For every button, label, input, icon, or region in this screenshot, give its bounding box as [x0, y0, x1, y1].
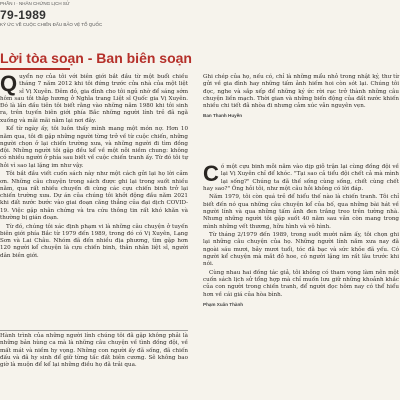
title-underline [0, 68, 70, 70]
running-header: PHẦN I · NHÂN CHỨNG LỊCH SỬ [0, 1, 70, 6]
paragraph [0, 71, 188, 125]
section-title: Lời tòa soạn - Ban biên soạn [0, 50, 192, 66]
paragraph: Hành trình của những người lính chúng tôi đã gặp không phải là những bản hùng ca mà là những câu chuyện về tình đồng đội, về mất mát và niềm hy vọng. Những con người ấy đã sống, đã chiến đấu và đã hy sinh để giữ từng tấc đất biên cương. Sẽ không bao giờ là muộn để kể lại những điều họ đã trải qua. [0, 333, 188, 369]
column-right-top [203, 74, 399, 158]
paragraph: Kể từ ngày ấy, tôi luôn thấy mình mang một món nợ. Hơn 10 năm qua, tôi đi gặp những người từng trở về từ cuộc chiến, những người chọn ở lại chiến trường xưa, và những người đi tìm đồng đội. Những người tôi gặp đều kể về một nỗi niềm chung: không có nhiều người ở phía sau biết về cuộc chiến tranh ấy. Từ đó tôi tự hỏi vì sao lại lặng im như vậy. [0, 126, 188, 169]
drop-cap: Q [0, 71, 18, 96]
paragraph [203, 161, 399, 193]
paragraph: Tôi bắt đầu viết cuốn sách này như một cách gửi lại họ lời cảm ơn. Những câu chuyện trong sách được ghi lại trong suốt nhiều năm, qua rất nhiều chuyến đi cùng các cựu chiến binh trở lại chiến trường xưa. Dự án của chúng tôi khởi động đầu năm 2021 khi đất nước bước vào giai đoạn căng thẳng của đại dịch COVID-19. Việc gặp nhân chứng và tra cứu thông tin rất khó khăn và thường bị gián đoạn. [0, 171, 188, 222]
running-subheader: KÝ ỨC VỀ CUỘC CHIẾN ĐẤU BẢO VỆ TỔ QUỐC [0, 22, 103, 27]
column-left-bottom [0, 333, 188, 400]
year-range: 79-1989 [0, 8, 47, 22]
paragraph: Cùng nhau hai đồng tác giả, tôi không có tham vọng làm nên một cuốn sách lịch sử tổng hợp mà chỉ muốn lưu giữ những khoảnh khắc của con người trong chiến tranh, để người đọc hôm nay có thể hiểu hơn về cái giá của hòa bình. [203, 269, 399, 298]
paragraph: Từ đó, chúng tôi xác định phạm vi là những câu chuyện ở tuyến biên giới phía Bắc từ 1979 đến 1989, trong đó có Vị Xuyên, Lạng Sơn và Lai Châu. Nhóm đã đến nhiều địa phương, tìm gặp hơn 120 người kể chuyện là cựu chiến binh, thân nhân liệt sĩ, người dân biên giới. [0, 223, 188, 259]
paragraph-text: ó một cựu binh mỗi năm vào dịp giỗ trận lại cùng đồng đội về lại Vị Xuyên chỉ để khóc. "Tại sao cả tiểu đội chết cả mà mình lại sống?" Chúng ta đã thế sống cùng sống, chết cùng chết hay sao?" Ông hỏi tôi, như một câu hỏi không có lời đáp. [203, 164, 399, 192]
column-divider [0, 330, 188, 331]
author-signature: Ban Thanh Huyền [203, 113, 243, 119]
paragraph: Năm 1979, tôi còn quá trẻ để hiểu thế nào là chiến tranh. Tôi chỉ biết đến nó qua những câu chuyện kể của bố, qua những bài hát về người lính và qua những tấm ảnh đen trắng treo trên tường nhà. Nhưng những người tôi gặp suốt 40 năm sau vẫn còn mang trong mình những vết thương, hữu hình và vô hình. [203, 194, 399, 230]
paragraph-text: uyển nợ của tôi với biên giới bắt đầu từ một buổi chiều tháng 7 năm 2012 khi tôi đứng trước cửa nhà của một liệt sĩ Vị Xuyên. Đêm đó, gia đình cho tôi ngủ nhờ để sáng sớm hôm sau tôi thắp hương ở Nghĩa trang Liệt sĩ Quốc gia Vị Xuyên. Đó là lần đầu tiên tôi biết rằng vào những năm 1980 khi tôi sinh ra, trên tuyến biên giới phía Bắc những người lính trẻ đã ngã xuống và mãi mãi nằm lại nơi đây. [0, 74, 188, 124]
column-left-top [0, 71, 188, 330]
column-right-bottom [203, 161, 399, 400]
paragraph: Ghi chép của họ, nếu có, chỉ là những mẩu nhỏ trong nhật ký, thư từ gửi về gia đình hay những tấm ảnh hiếm hoi còn sót lại. Chúng tôi đọc, nghe và sắp xếp để những ký ức rời rạc trở thành những câu chuyện liền mạch. Thời gian và những biến động của đất nước khiến nhiều chi tiết đã nhòa đi nhưng cảm xúc vẫn nguyên vẹn. [203, 74, 399, 110]
drop-cap: C [203, 161, 219, 186]
paragraph: Từ tháng 2/1979 đến 1989, trong suốt mười năm ấy, tôi chọn ghi lại những câu chuyện của họ. Những người lính năm xưa nay đã ngoài sáu mươi, bảy mươi tuổi, tóc đã bạc và sức khỏe đã yếu. Có người kể chuyện mà mắt đỏ hoe, có người lặng im rất lâu trước khi nói. [203, 232, 399, 268]
author-signature: Phạm Xuân Thành [203, 301, 244, 307]
